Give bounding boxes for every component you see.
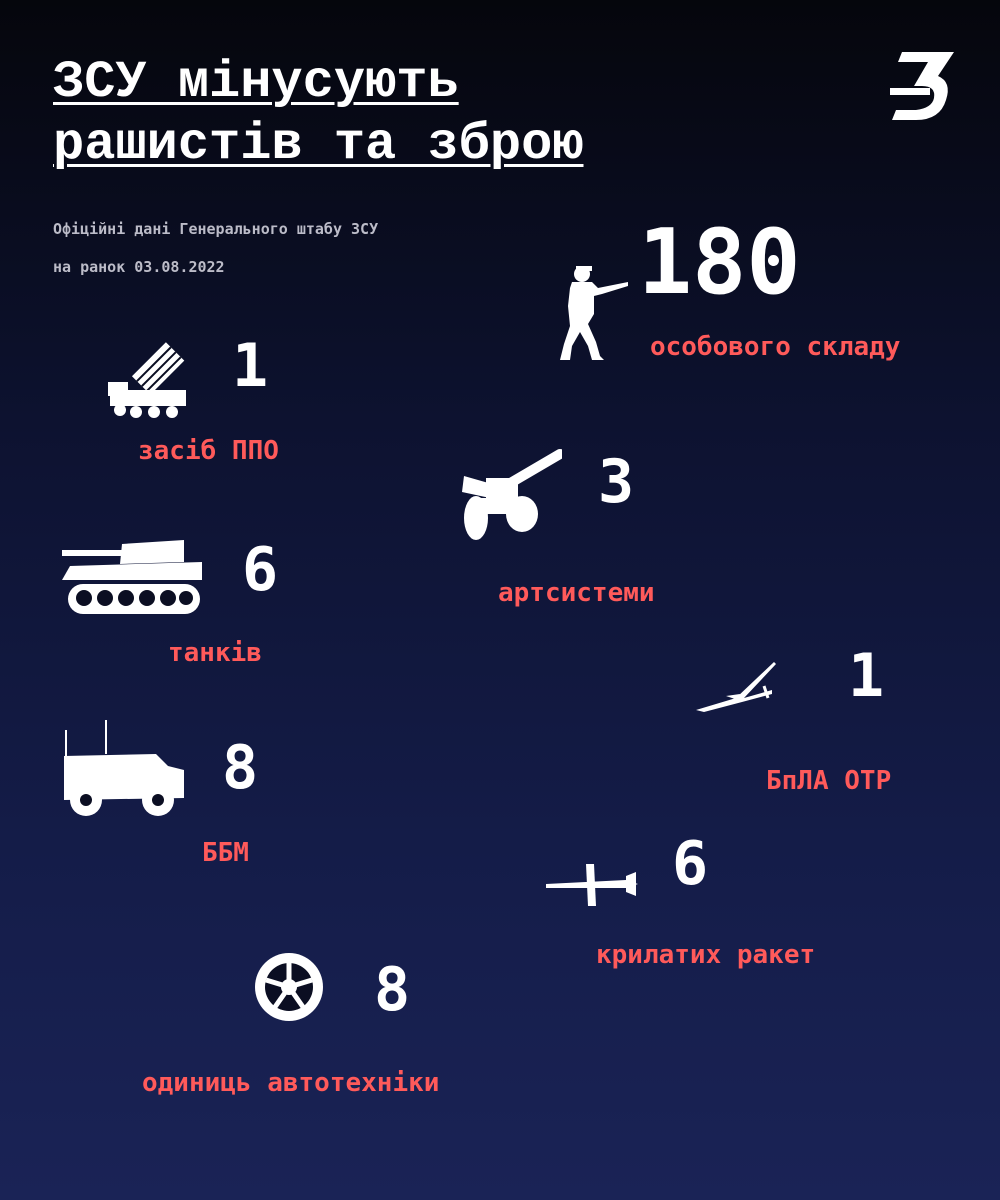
- soldier-icon: [558, 264, 630, 364]
- source-line: Офіційні дані Генерального штабу ЗСУ: [53, 220, 379, 238]
- artillery-gun-icon: [462, 448, 562, 544]
- armored-vehicle-icon: [60, 720, 186, 818]
- apv-count: 8: [222, 733, 259, 803]
- wheel-icon: [254, 952, 324, 1022]
- air-defense-count: 1: [232, 331, 269, 401]
- personnel-count: 180: [638, 210, 801, 315]
- artillery-label: артсистеми: [498, 578, 655, 608]
- tank-icon: [62, 540, 204, 616]
- tank-count: 6: [242, 535, 279, 605]
- air-defense-label: засіб ППО: [138, 436, 279, 466]
- date-line: на ранок 03.08.2022: [53, 258, 225, 276]
- personnel-label: особового складу: [650, 332, 901, 362]
- uav-count: 1: [848, 641, 885, 711]
- title-line-2: рашистів та зброю: [53, 115, 584, 174]
- title-line-1: ЗСУ мінусують: [53, 53, 459, 112]
- drone-icon: [696, 660, 778, 714]
- uav-label: БпЛА ОТР: [766, 766, 892, 796]
- vehicles-count: 8: [374, 955, 411, 1025]
- artillery-count: 3: [598, 447, 635, 517]
- air-defense-launcher-icon: [106, 332, 196, 422]
- apv-label: ББМ: [202, 838, 249, 868]
- zsu-logo-icon: [888, 48, 958, 124]
- cruise-missile-label: крилатих ракет: [596, 940, 816, 970]
- cruise-missile-icon: [546, 862, 642, 908]
- page-title: [53, 52, 584, 176]
- tank-label: танків: [168, 638, 262, 668]
- vehicles-label: одиниць автотехніки: [142, 1068, 440, 1098]
- cruise-missile-count: 6: [672, 829, 709, 899]
